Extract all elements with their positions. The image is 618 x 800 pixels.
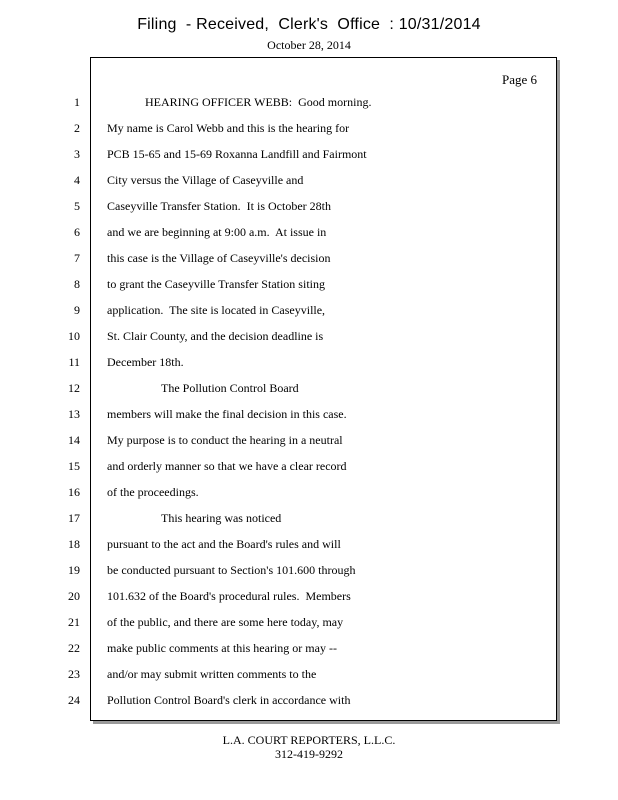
transcript-line: to grant the Caseyville Transfer Station siting (107, 277, 325, 291)
line-number: 15 (68, 459, 80, 473)
transcript-line: Pollution Control Board's clerk in accordance with (107, 693, 351, 707)
line-number: 18 (68, 537, 80, 551)
transcript-line: and we are beginning at 9:00 a.m. At issue in (107, 225, 327, 239)
line-number: 9 (74, 303, 80, 317)
line-number: 22 (68, 641, 80, 655)
transcript-line: of the public, and there are some here today, may (107, 615, 344, 629)
transcript-line: St. Clair County, and the decision deadline is (107, 329, 324, 343)
transcript-line: This hearing was noticed (161, 511, 282, 525)
line-number: 20 (68, 589, 80, 603)
transcript-line: members will make the final decision in this case. (107, 407, 347, 421)
line-number: 23 (68, 667, 80, 681)
line-number: 12 (68, 381, 80, 395)
line-number: 2 (74, 121, 80, 135)
transcript-line: City versus the Village of Caseyville and (107, 173, 304, 187)
line-number: 3 (74, 147, 80, 161)
transcript-line: My name is Carol Webb and this is the hearing for (107, 121, 350, 135)
transcript-line: My purpose is to conduct the hearing in a neutral (107, 433, 343, 447)
transcript-line: The Pollution Control Board (161, 381, 299, 395)
transcript-line: PCB 15-65 and 15-69 Roxanna Landfill and Fairmont (107, 147, 367, 161)
footer-phone: 312-419-9292 (275, 747, 343, 761)
line-number: 19 (68, 563, 80, 577)
transcript-line: HEARING OFFICER WEBB: Good morning. (145, 95, 372, 109)
transcript-line: Caseyville Transfer Station. It is October 28th (107, 199, 331, 213)
filing-stamp: Filing - Received, Clerk's Office : 10/31/2014 (137, 16, 481, 33)
line-number: 8 (74, 277, 80, 291)
line-number: 10 (68, 329, 80, 343)
transcript-date: October 28, 2014 (267, 38, 351, 52)
line-number: 14 (68, 433, 80, 447)
transcript-line: and/or may submit written comments to the (107, 667, 317, 681)
transcript-line: make public comments at this hearing or may -- (107, 641, 337, 655)
line-number: 1 (74, 95, 80, 109)
transcript-line: be conducted pursuant to Section's 101.600 through (107, 563, 356, 577)
transcript-line: 101.632 of the Board's procedural rules. Members (107, 589, 351, 603)
line-number: 4 (74, 173, 80, 187)
line-number: 24 (68, 693, 80, 707)
transcript-line: application. The site is located in Caseyville, (107, 303, 326, 317)
transcript-line: of the proceedings. (107, 485, 199, 499)
transcript-line: December 18th. (107, 355, 184, 369)
line-number: 11 (68, 355, 80, 369)
line-number: 5 (74, 199, 80, 213)
page-number: Page 6 (502, 72, 538, 87)
transcript-line: and orderly manner so that we have a clear record (107, 459, 347, 473)
footer-company: L.A. COURT REPORTERS, L.L.C. (222, 733, 396, 747)
line-number: 17 (68, 511, 80, 525)
transcript-line: pursuant to the act and the Board's rules and will (107, 537, 341, 551)
line-number: 7 (74, 251, 80, 265)
line-number: 16 (68, 485, 80, 499)
transcript-line: this case is the Village of Caseyville's decision (107, 251, 331, 265)
line-number: 21 (68, 615, 80, 629)
line-number: 6 (74, 225, 80, 239)
line-number: 13 (68, 407, 80, 421)
